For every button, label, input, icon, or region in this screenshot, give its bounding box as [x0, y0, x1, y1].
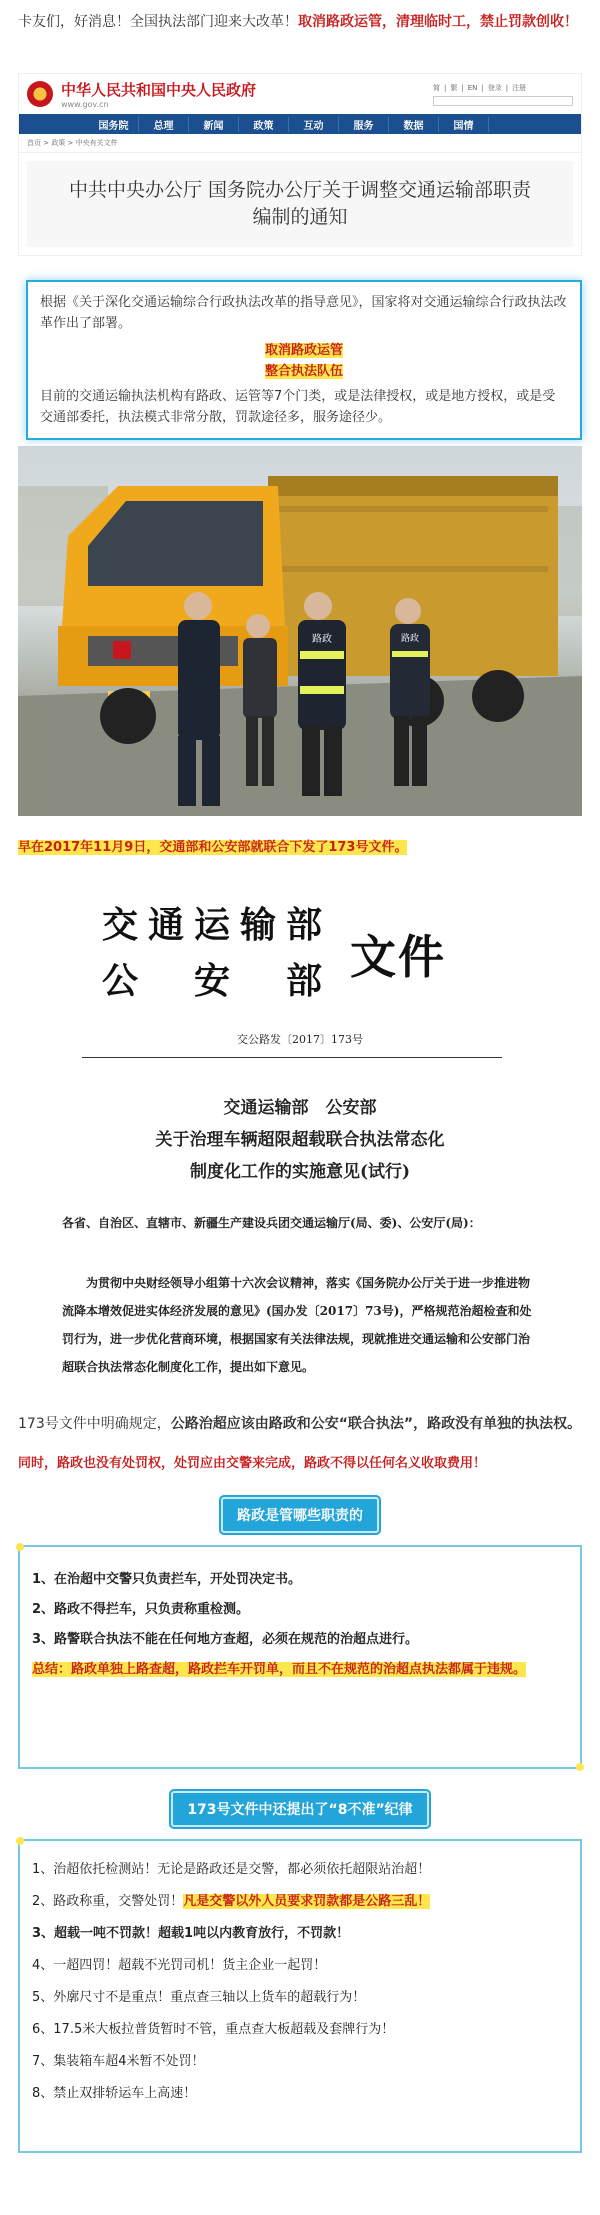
doc-header-line2: 公 安 部 [102, 960, 333, 1002]
doc-title-2: 关于治理车辆超限超载联合执法常态化 [155, 1130, 445, 1150]
official-document-image [22, 881, 578, 1401]
intro-text: 卡友们，好消息！全国执法部门迎来大改革！ [18, 14, 298, 30]
notice-paragraph-1: 根据《关于深化交通运输综合行政执法改革的指导意见》，国家将对交通运输综合行政执法改革作出了部署。 [40, 295, 567, 331]
corner-dot-icon [16, 1837, 24, 1845]
gov-tool-fan: 繁 [450, 83, 458, 92]
section1-item-2: 2、路政不得拦车，只负责称重检测。 [32, 1602, 250, 1617]
section2-box [18, 1839, 582, 2153]
section2-item-7: 7、集装箱车超4米暂不处罚！ [32, 2054, 205, 2069]
gov-nav-item: 国情 [439, 117, 489, 132]
paragraph-173 [0, 1411, 600, 1437]
gov-nav-item: 数据 [389, 117, 439, 132]
section2-title-wrap [0, 1791, 600, 1827]
section2-item-3: 3、超载一吨不罚款！超载1吨以内教育放行，不罚款！ [32, 1926, 350, 1941]
gov-nav-item: 政策 [239, 117, 289, 132]
section2-item-2-prefix: 2、路政称重，交警处罚！ [32, 1894, 184, 1909]
paragraph-173-prefix: 173号文件中明确规定， [18, 1416, 171, 1432]
section1-box [18, 1545, 582, 1769]
gov-site-title: 中华人民共和国中央人民政府 [61, 81, 257, 99]
gov-tool-register: 注册 [512, 83, 527, 92]
gov-search-box [433, 96, 573, 106]
section2-item-5: 5、外廓尺寸不是重点！重点查三轴以上货车的超载行为！ [32, 1990, 366, 2005]
gov-website-screenshot: 中华人民共和国中央人民政府 www.gov.cn 简 | 繁 | EN | 登录 | 注册 国务院 总理 新闻 政策 互动 服务 数据 国情 首页 > 政策 > 中央有关文件 中共中央办公厅 国务院办公厅关于调整交通运输部职责编制的通知 [18, 73, 582, 256]
section2-item-6: 6、17.5米大板拉普货暂时不管，重点查大板超载及套牌行为！ [32, 2022, 395, 2037]
section1-item-1: 1、在治超中交警只负责拦车，开处罚决定书。 [32, 1572, 302, 1587]
vest-label-2: 路政 [400, 634, 420, 644]
gov-breadcrumb: 首页 > 政策 > 中央有关文件 [19, 134, 581, 153]
section1-title-wrap [0, 1497, 600, 1533]
section1-item-3: 3、路警联合执法不能在任何地方查超，必须在规范的治超点进行。 [32, 1632, 419, 1647]
date-line-text: 早在2017年11月9日，交通部和公安部就联合下发了173号文件。 [18, 840, 408, 855]
notice-highlight-1: 取消路政运管 [264, 343, 343, 358]
section2-item-2 [32, 1891, 568, 1913]
reform-notice-box [26, 280, 582, 440]
doc-header-wenjian: 文件 [350, 930, 446, 984]
section2-title: 173号文件中还提出了“8不准”纪律 [171, 1791, 428, 1827]
gov-tool-login: 登录 [487, 83, 502, 92]
gov-headline-box [27, 161, 573, 247]
gov-nav-item: 服务 [339, 117, 389, 132]
paragraph-173-bold: 公路治超应该由路政和公安“联合执法”，路政没有单独的执法权。 [170, 1416, 582, 1432]
notice-paragraph-2: 目前的交通运输执法机构有路政、运管等7个门类，或是法律授权，或是地方授权，或是受交通部委托，执法模式非常分散，罚款途径多，服务途径少。 [40, 389, 556, 425]
gov-headline: 中共中央办公厅 国务院办公厅关于调整交通运输部职责编制的通知 [68, 179, 532, 228]
section1-summary: 总结：路政单独上路查超，路政拦车开罚单，而且不在规范的治超点执法都属于违规。 [32, 1662, 527, 1677]
vest-label-1: 路政 [312, 634, 332, 645]
doc-title-3: 制度化工作的实施意见(试行) [189, 1162, 411, 1182]
doc-addressee: 各省、自治区、直辖市、新疆生产建设兵团交通运输厅(局、委)、公安厅(局)： [62, 1216, 481, 1230]
doc-number: 交公路发〔2017〕173号 [237, 1033, 363, 1046]
intro-red-text: 取消路政运管，清理临时工，禁止罚款创收！ [298, 14, 578, 30]
date-line [0, 836, 600, 859]
intro-paragraph [0, 12, 600, 33]
doc-title-1: 交通运输部 公安部 [223, 1098, 377, 1118]
gov-nav-item: 总理 [139, 117, 189, 132]
doc-header-line1: 交通运输部 [102, 904, 333, 946]
corner-dot-icon [576, 1763, 584, 1771]
corner-dot-icon [16, 1543, 24, 1551]
gov-nav-bar [19, 114, 581, 134]
notice-highlight-2: 整合执法队伍 [264, 364, 343, 379]
truck-inspection-illustration [18, 446, 582, 816]
doc-body: 为贯彻中央财经领导小组第十六次会议精神，落实《国务院办公厅关于进一步推进物流降本增效促进实体经济发展的意见》(国办发〔2017〕73号)，严格规范治超检查和处罚行为，进一步优化营商环境，根据国家有关法律法规，现就推进交通运输和公安部门治超联合执法常态化制度化工作，提出如下意见。 [62, 1276, 532, 1374]
gov-nav-item: 国务院 [89, 117, 139, 132]
gov-tool-en: EN [467, 83, 478, 92]
gov-site-url: www.gov.cn [61, 100, 109, 109]
gov-nav-item: 新闻 [189, 117, 239, 132]
national-emblem-icon [27, 81, 53, 107]
section2-item-8: 8、禁止双排轿运车上高速！ [32, 2086, 197, 2101]
section2-item-2-highlight: 凡是交警以外人员要求罚款都是公路三乱！ [183, 1894, 431, 1909]
section2-item-4: 4、一超四罚！超载不光罚司机！货主企业一起罚！ [32, 1958, 327, 1973]
truck-inspection-photo [18, 446, 582, 816]
red-warning-line: 同时，路政也没有处罚权，处罚应由交警来完成，路政不得以任何名义收取费用！ [18, 1456, 487, 1471]
gov-nav-item: 互动 [289, 117, 339, 132]
section1-title: 路政是管哪些职责的 [221, 1497, 379, 1533]
section2-item-1: 1、治超依托检测站！无论是路政还是交警，都必须依托超限站治超！ [32, 1862, 431, 1877]
doc-divider [82, 1057, 502, 1058]
gov-tool-jian: 简 [433, 83, 440, 92]
